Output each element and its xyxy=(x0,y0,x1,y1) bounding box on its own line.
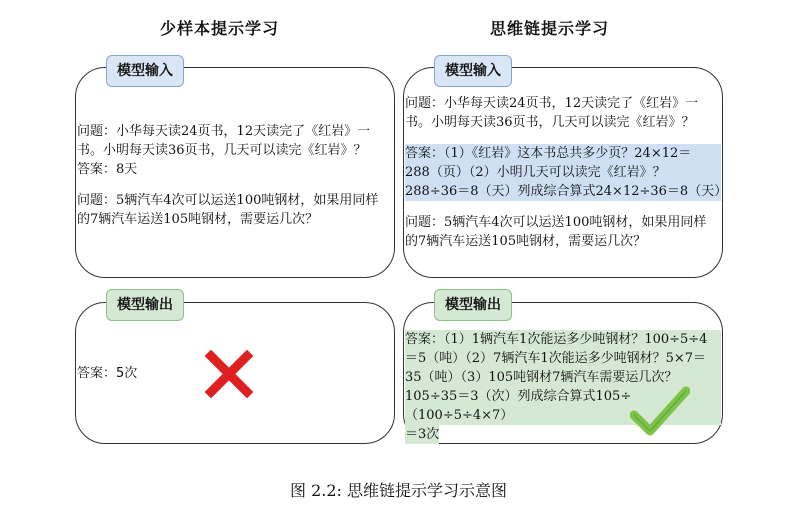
right-out-line2: ＝5（吨）（2）7辆汽车1次能运多少吨钢材？5×7＝ xyxy=(405,349,721,368)
right-input-text xyxy=(405,94,728,251)
right-out-line4: 105÷35＝3（次）列成综合算式105÷（100÷5÷4×7） xyxy=(405,387,721,425)
right-column-title: 思维链提示学习 xyxy=(490,19,610,38)
right-out-line3: 35（吨）（3）105吨钢材7辆汽车需要运几次？ xyxy=(405,368,721,387)
right-input-tag: 模型输入 xyxy=(434,55,512,87)
left-q2-line2: 的7辆汽车运送105吨钢材，需要运几次？ xyxy=(77,212,319,227)
right-a1-line2: 288（页）（2）小明几天可以读完《红岩》？ xyxy=(405,163,721,182)
right-q1-line1: 问题：小华每天读24页书，12天读完了《红岩》一 xyxy=(405,96,699,111)
right-q2-line2: 的7辆汽车运送105吨钢材，需要运几次？ xyxy=(405,234,647,249)
left-column-title: 少样本提示学习 xyxy=(160,19,280,38)
left-output-answer: 答案：5次 xyxy=(77,366,138,381)
left-q2-line1: 问题：5辆汽车4次可以运送100吨钢材，如果用同样 xyxy=(77,193,379,208)
right-a1-line1: 答案：（1）《红岩》这本书总共多少页？24×12＝ xyxy=(405,144,721,163)
left-output-tag: 模型输出 xyxy=(106,289,184,321)
figure-caption: 图 2.2: 思维链提示学习示意图 xyxy=(289,481,507,500)
right-out-line5: ＝3次 xyxy=(405,427,440,442)
right-out-line1: 答案：（1）1辆汽车1次能运多少吨钢材？100÷5÷4 xyxy=(405,330,721,349)
left-a1: 答案：8天 xyxy=(77,162,138,177)
right-q1-line2: 书。小明每天读36页书，几天可以读完《红岩》？ xyxy=(405,115,695,130)
left-q1-line2: 书。小明每天读36页书，几天可以读完《红岩》？ xyxy=(77,143,367,158)
left-input-text xyxy=(77,122,393,229)
left-input-tag: 模型输入 xyxy=(106,55,184,87)
left-q1-line1: 问题：小华每天读24页书，12天读完了《红岩》一 xyxy=(77,124,371,139)
right-output-tag: 模型输出 xyxy=(434,289,512,321)
right-q2-line1: 问题：5辆汽车4次可以运送100吨钢材，如果用同样 xyxy=(405,215,707,230)
cross-icon xyxy=(205,350,253,398)
check-icon xyxy=(630,385,690,437)
right-a1-line3: 288÷36＝8（天）列成综合算式24×12÷36＝8（天） xyxy=(405,184,728,199)
